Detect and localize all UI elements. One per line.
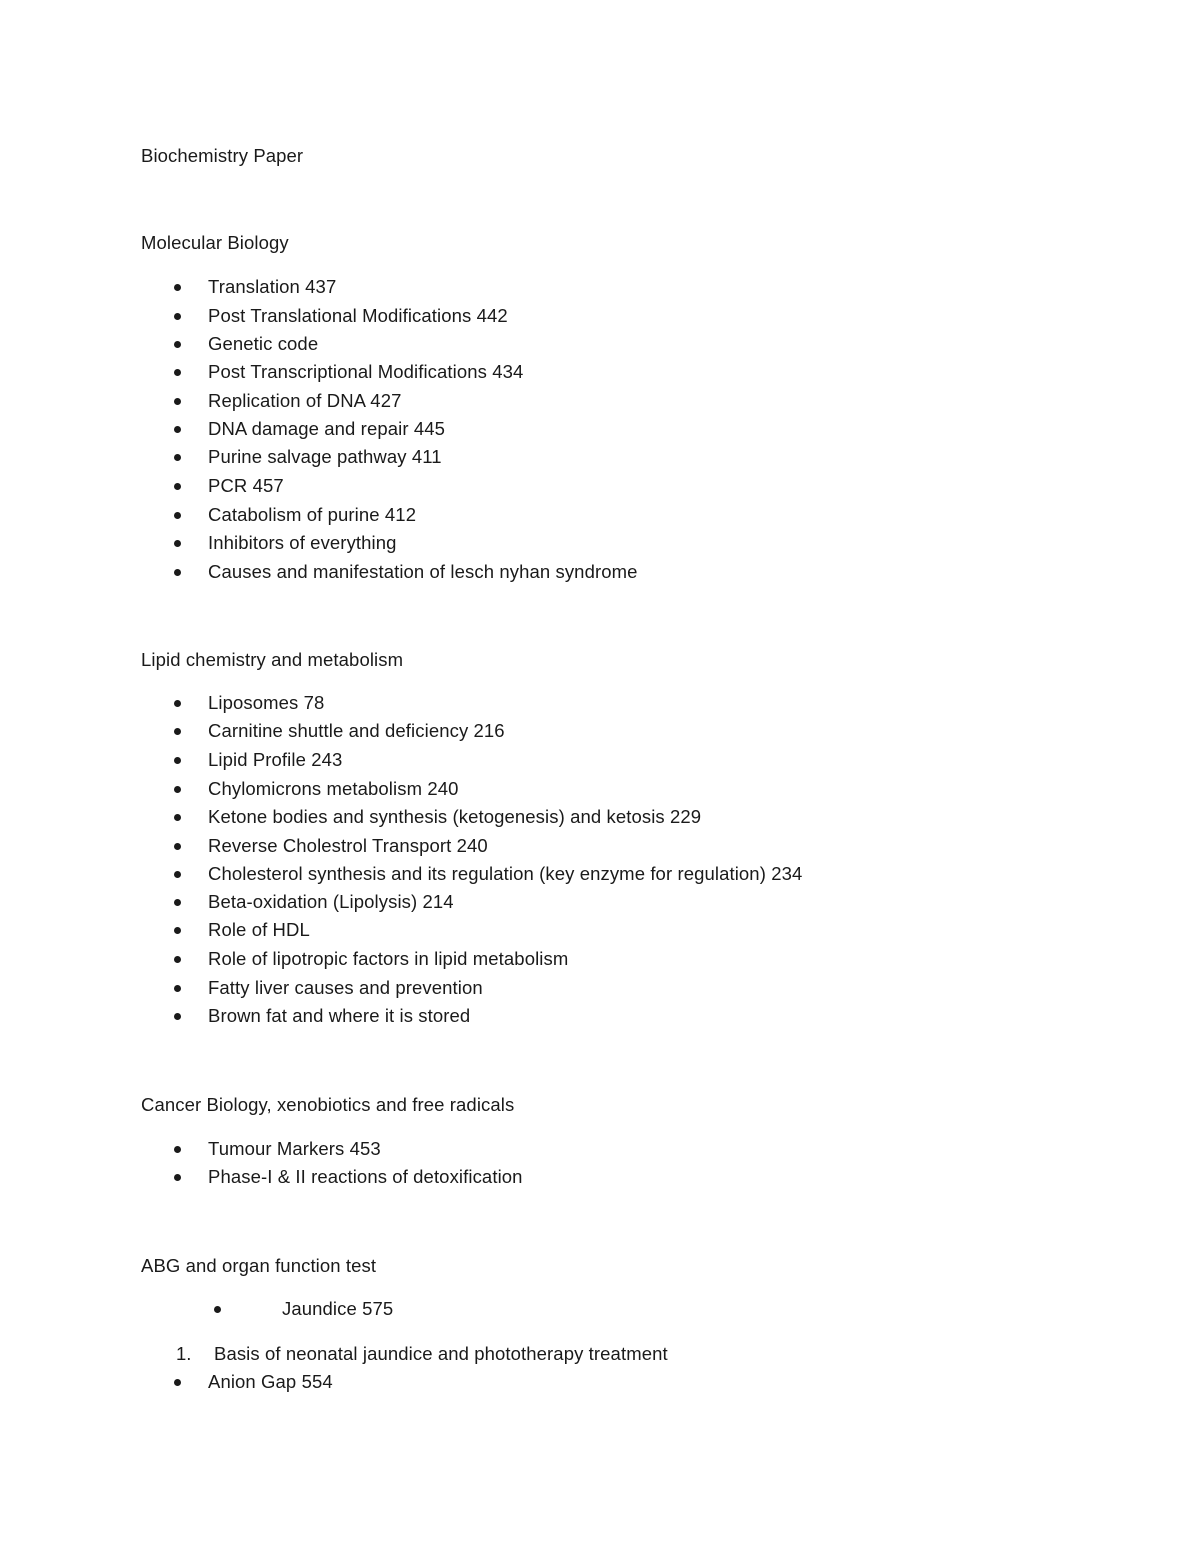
list-item: Liposomes 78 — [208, 692, 325, 713]
list-item: Chylomicrons metabolism 240 — [208, 778, 459, 799]
bullet-icon — [174, 899, 181, 906]
bullet-icon — [174, 454, 181, 461]
list-item: Replication of DNA 427 — [208, 390, 402, 411]
list-item: Post Transcriptional Modifications 434 — [208, 361, 524, 382]
bullet-icon — [174, 728, 181, 735]
list-item: Inhibitors of everything — [208, 532, 397, 553]
list-item: Role of lipotropic factors in lipid metabolism — [208, 948, 569, 969]
bullet-icon — [174, 1146, 181, 1153]
bullet-icon — [174, 313, 181, 320]
bullet-icon — [174, 398, 181, 405]
list-item: Lipid Profile 243 — [208, 749, 343, 770]
bullet-icon — [174, 843, 181, 850]
bullet-icon — [174, 985, 181, 992]
bullet-icon — [174, 757, 181, 764]
bullet-icon — [174, 814, 181, 821]
bullet-icon — [174, 1379, 181, 1386]
bullet-icon — [174, 483, 181, 490]
bullet-icon — [174, 956, 181, 963]
section-heading-lipid-chemistry: Lipid chemistry and metabolism — [141, 649, 404, 670]
bullet-icon — [174, 1013, 181, 1020]
list-item: Tumour Markers 453 — [208, 1138, 381, 1159]
list-item: Role of HDL — [208, 919, 310, 940]
bullet-icon — [174, 512, 181, 519]
bullet-icon — [174, 927, 181, 934]
bullet-icon — [174, 284, 181, 291]
bullet-icon — [174, 426, 181, 433]
list-item: Translation 437 — [208, 276, 337, 297]
bullet-icon — [174, 871, 181, 878]
list-item: Brown fat and where it is stored — [208, 1005, 471, 1026]
bullet-icon — [174, 569, 181, 576]
list-item: Reverse Cholestrol Transport 240 — [208, 835, 488, 856]
list-item: Cholesterol synthesis and its regulation (key enzyme for regulation) 234 — [208, 863, 803, 884]
list-item: Beta-oxidation (Lipolysis) 214 — [208, 891, 454, 912]
list-item: Genetic code — [208, 333, 319, 354]
list-item: Anion Gap 554 — [208, 1371, 333, 1392]
list-item: Causes and manifestation of lesch nyhan syndrome — [208, 561, 638, 582]
bullet-icon — [174, 341, 181, 348]
bullet-icon — [214, 1306, 221, 1313]
list-item: Phase-I & II reactions of detoxification — [208, 1166, 523, 1187]
list-number: 1. — [176, 1343, 192, 1364]
bullet-icon — [174, 700, 181, 707]
list-item: Carnitine shuttle and deficiency 216 — [208, 720, 505, 741]
list-item: Post Translational Modifications 442 — [208, 305, 508, 326]
bullet-icon — [174, 786, 181, 793]
bullet-icon — [174, 540, 181, 547]
bullet-icon — [174, 369, 181, 376]
list-item: Purine salvage pathway 411 — [208, 446, 442, 467]
list-item: Fatty liver causes and prevention — [208, 977, 483, 998]
bullet-icon — [174, 1174, 181, 1181]
list-item: PCR 457 — [208, 475, 284, 496]
list-item: Ketone bodies and synthesis (ketogenesis) and ketosis 229 — [208, 806, 702, 827]
numbered-list-item: Basis of neonatal jaundice and phototherapy treatment — [214, 1343, 668, 1364]
section-heading-abg: ABG and organ function test — [141, 1255, 377, 1276]
section-heading-cancer-biology: Cancer Biology, xenobiotics and free radicals — [141, 1094, 515, 1115]
list-item: DNA damage and repair 445 — [208, 418, 445, 439]
document-title: Biochemistry Paper — [141, 145, 304, 166]
list-item: Catabolism of purine 412 — [208, 504, 417, 525]
list-item-indented: Jaundice 575 — [282, 1298, 394, 1319]
section-heading-molecular-biology: Molecular Biology — [141, 232, 289, 253]
